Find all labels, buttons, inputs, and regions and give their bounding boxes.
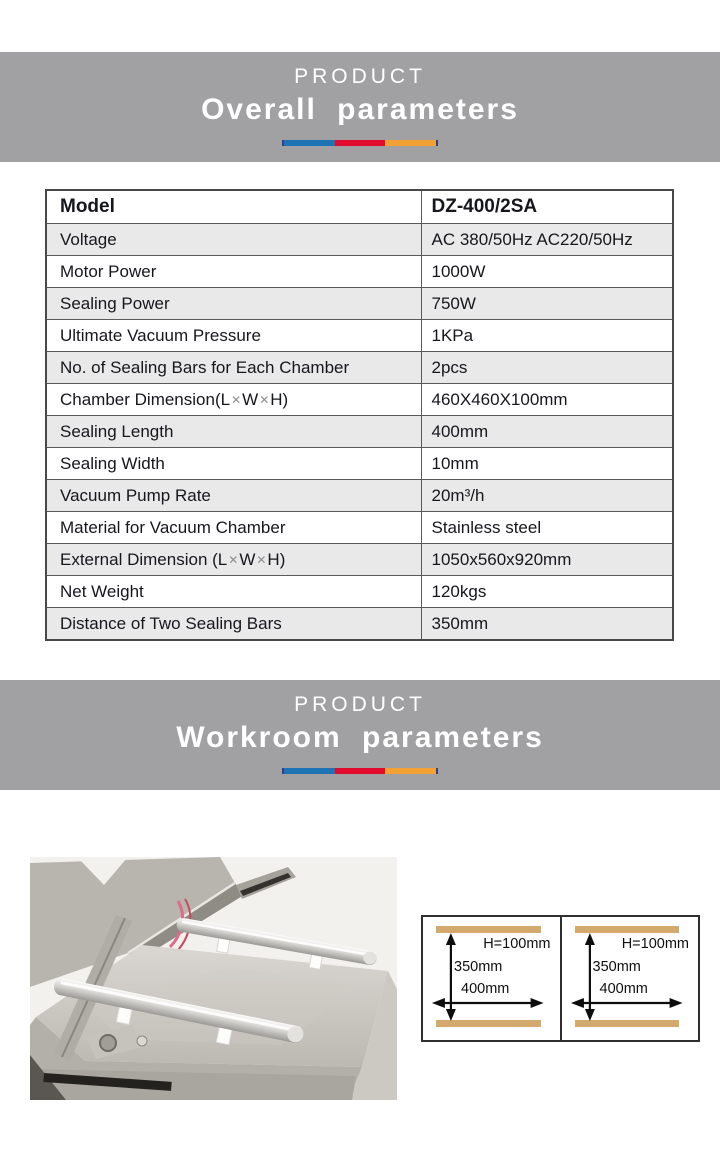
spec-row-label: Sealing Power bbox=[46, 288, 421, 320]
spec-table-row bbox=[46, 544, 673, 576]
spec-table-row bbox=[46, 352, 673, 384]
spec-row-value: 10mm bbox=[421, 448, 673, 480]
spec-row-label: Sealing Length bbox=[46, 416, 421, 448]
spec-table-row bbox=[46, 448, 673, 480]
spec-table-row bbox=[46, 512, 673, 544]
spec-table-row bbox=[46, 320, 673, 352]
tricolor-orange-segment bbox=[385, 768, 436, 774]
spec-row-value: 350mm bbox=[421, 608, 673, 641]
spec-row-value: 460X460X100mm bbox=[421, 384, 673, 416]
spec-table-row bbox=[46, 256, 673, 288]
workroom-parameters-band bbox=[0, 680, 720, 790]
spec-row-value: 2pcs bbox=[421, 352, 673, 384]
spec-row-value: 400mm bbox=[421, 416, 673, 448]
spec-row-label: Net Weight bbox=[46, 576, 421, 608]
height-label: H=100mm bbox=[483, 936, 551, 952]
spec-table-row bbox=[46, 224, 673, 256]
width-label: 400mm bbox=[461, 981, 510, 997]
chamber-diagram bbox=[421, 915, 700, 1042]
spec-table-row bbox=[46, 384, 673, 416]
spec-row-label: Ultimate Vacuum Pressure bbox=[46, 320, 421, 352]
spec-table-body bbox=[46, 190, 673, 640]
spec-row-value: Stainless steel bbox=[421, 512, 673, 544]
spec-row-label: Motor Power bbox=[46, 256, 421, 288]
spec-row-value: 1000W bbox=[421, 256, 673, 288]
spec-table-row bbox=[46, 288, 673, 320]
tricolor-orange-segment bbox=[385, 140, 436, 146]
vacuum-chamber-photo bbox=[30, 857, 397, 1100]
spec-row-value: AC 380/50Hz AC220/50Hz bbox=[421, 224, 673, 256]
overall-title: Overall parameters bbox=[201, 93, 519, 126]
spec-row-label: Vacuum Pump Rate bbox=[46, 480, 421, 512]
spec-table-row bbox=[46, 416, 673, 448]
spec-table bbox=[45, 189, 674, 641]
spec-row-label: Voltage bbox=[46, 224, 421, 256]
spec-header-value: DZ-400/2SA bbox=[421, 190, 673, 224]
spec-row-value: 120kgs bbox=[421, 576, 673, 608]
tricolor-red-segment bbox=[335, 140, 386, 146]
overall-parameters-band bbox=[0, 52, 720, 162]
chamber-diagram-cell bbox=[560, 917, 699, 1040]
height-label: H=100mm bbox=[621, 936, 689, 952]
spec-row-value: 1KPa bbox=[421, 320, 673, 352]
spec-row-label: No. of Sealing Bars for Each Chamber bbox=[46, 352, 421, 384]
tricolor-divider bbox=[282, 768, 438, 774]
spec-row-value: 20m³/h bbox=[421, 480, 673, 512]
spec-table-row bbox=[46, 576, 673, 608]
spec-table-header-row bbox=[46, 190, 673, 224]
width-label: 400mm bbox=[599, 981, 648, 997]
depth-label: 350mm bbox=[454, 959, 503, 975]
workroom-kicker: PRODUCT bbox=[294, 693, 426, 716]
spec-row-label: Sealing Width bbox=[46, 448, 421, 480]
depth-label: 350mm bbox=[592, 959, 641, 975]
tricolor-red-segment bbox=[335, 768, 386, 774]
overall-kicker: PRODUCT bbox=[294, 65, 426, 88]
spec-table-row bbox=[46, 608, 673, 641]
workroom-title: Workroom parameters bbox=[176, 721, 544, 754]
spec-row-label: Distance of Two Sealing Bars bbox=[46, 608, 421, 641]
tricolor-divider bbox=[282, 140, 438, 146]
tricolor-blue-segment bbox=[284, 768, 335, 774]
spec-row-value: 1050x560x920mm bbox=[421, 544, 673, 576]
spec-row-value: 750W bbox=[421, 288, 673, 320]
spec-row-label: Chamber Dimension(L✕W✕H) bbox=[46, 384, 421, 416]
spec-row-label: External Dimension (L✕W✕H) bbox=[46, 544, 421, 576]
spec-row-label: Material for Vacuum Chamber bbox=[46, 512, 421, 544]
chamber-diagram-cell bbox=[423, 917, 560, 1040]
spec-table-row bbox=[46, 480, 673, 512]
spec-header-label: Model bbox=[46, 190, 421, 224]
tricolor-blue-segment bbox=[284, 140, 335, 146]
